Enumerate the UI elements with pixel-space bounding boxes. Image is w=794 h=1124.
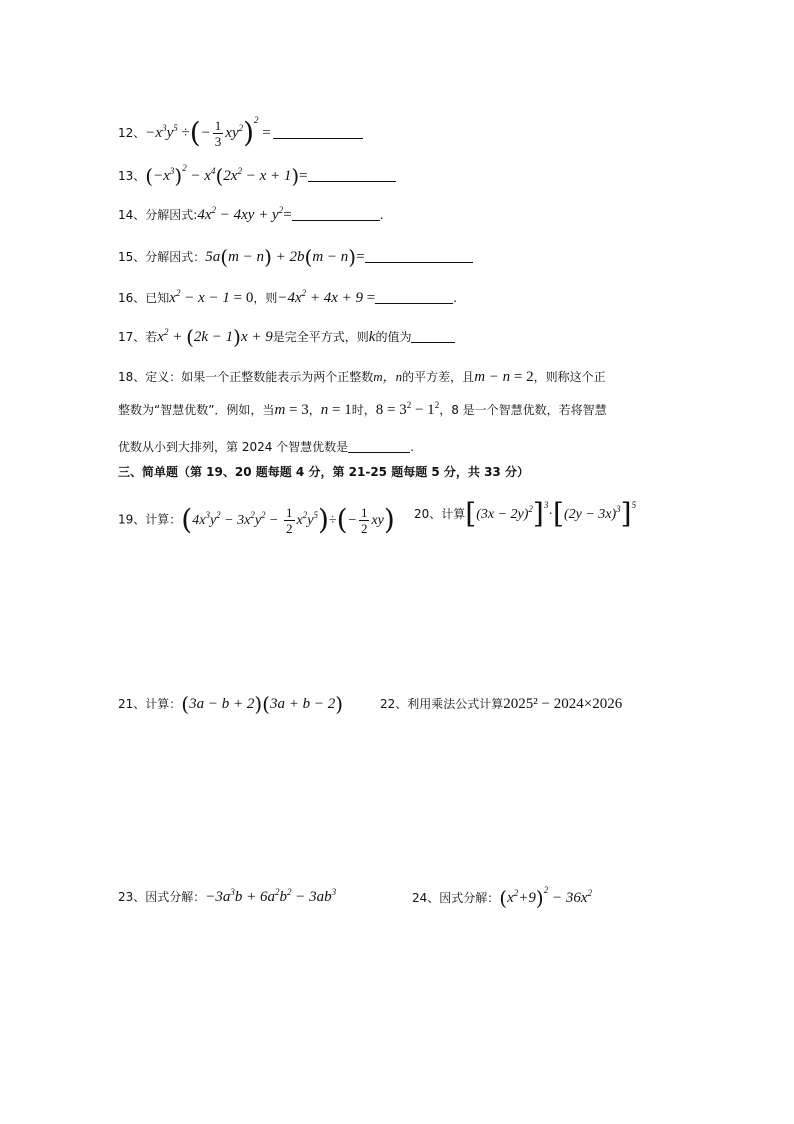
answer-blank[interactable] [273, 128, 363, 139]
question-13 [118, 163, 396, 188]
question-label: 17、若 [118, 330, 158, 344]
question-label: 22、利用乘法公式计算 [380, 697, 504, 711]
variables-mn: m，n [373, 369, 403, 384]
period: . [410, 440, 414, 454]
period: . [379, 208, 384, 222]
math-example: $8 = 3^2 - 1^2$ [375, 400, 440, 418]
question-label: 20、计算 [414, 507, 466, 521]
question-text: 时， [351, 403, 376, 417]
question-18-answer [118, 438, 414, 455]
question-label: 24、因式分解： [412, 891, 500, 905]
question-22 [380, 697, 622, 712]
variable-k: k [368, 329, 376, 345]
question-label: 21、计算： [118, 697, 182, 711]
question-16 [118, 288, 458, 306]
question-text: 18、定义：如果一个正整数能表示为两个正整数 [118, 370, 374, 384]
answer-blank[interactable] [375, 293, 453, 304]
connector-text: 是完全平方式，则 [272, 330, 369, 344]
question-label: 12、 [118, 125, 146, 140]
math-expression: $-3a^3b + 6a^2b^2 - 3ab^3$ [205, 887, 337, 905]
question-17 [118, 325, 455, 349]
question-19 [118, 502, 395, 536]
connector-text: ，则 [253, 291, 278, 305]
question-23 [118, 887, 337, 905]
math-expression: $4x^2 - 4xy + y^2=$ [197, 205, 292, 223]
connector-text: 的值为 [375, 330, 412, 344]
question-18-line-2 [118, 401, 607, 419]
question-label: 19、计算： [118, 512, 182, 527]
question-text: ， [308, 403, 321, 417]
math-expression: $(x^2+9)^2 - 36x^2$ [499, 885, 592, 910]
period: . [453, 291, 458, 305]
question-21 [118, 692, 344, 716]
question-label: 15、分解因式： [118, 250, 206, 264]
math-expression: ($4x^3y^2 - 3x^2y^2$ − $\frac{1}{2}$ $x^2y^5)\div(-$ $\frac{1}{2}$ xy) [181, 502, 395, 536]
question-14 [118, 205, 384, 223]
answer-blank[interactable] [292, 210, 380, 221]
question-20 [414, 497, 637, 530]
answer-blank[interactable] [411, 332, 455, 343]
question-18-line-1 [118, 366, 606, 386]
answer-blank[interactable] [308, 171, 396, 182]
math-condition: m − n = 2 [474, 369, 534, 385]
math-expression: $-x^3y^5$ ÷(− $\frac{1}{3}$ $xy^2)^2$ = [145, 114, 271, 149]
math-expression: $-4x^2 + 4x + 9$ = [277, 288, 376, 306]
question-text: 的平方差，且 [402, 370, 475, 384]
question-24 [412, 885, 592, 910]
answer-blank[interactable] [365, 252, 473, 263]
question-text: 整数为“智慧优数”．例如，当 [118, 403, 275, 417]
question-label: 13、 [118, 169, 146, 183]
math-expression: 5a(m − n) + 2b(m − n)= [205, 245, 365, 269]
section-heading: 三、简单题（第 19、20 题每题 4 分，第 21-25 题每题 5 分，共 33 分） [118, 465, 529, 479]
question-text: ，则称这个正 [533, 370, 606, 384]
math-expression: $x^2 + (2k - 1)x + 9$ [157, 325, 273, 349]
math-expression: (3a − b + 2)(3a + b − 2) [181, 692, 344, 716]
question-label: 16、已知 [118, 291, 170, 305]
math-condition: m = 3 [274, 402, 309, 418]
question-text: 优数从小到大排列，第 2024 个智慧优数是 [118, 440, 349, 454]
math-expression: $[(3x - 2y)^2]^3\cdot[(2y - 3x)^3]^5$ [465, 497, 637, 530]
question-12 [118, 114, 363, 149]
question-15 [118, 245, 473, 269]
question-label: 23、因式分解： [118, 890, 206, 904]
math-expression: $(-x^3)^2 - x^4(2x^2 - x + 1)=$ [145, 163, 308, 188]
math-expression: 2025² − 2024×2026 [503, 696, 623, 712]
math-condition: n = 1 [320, 402, 352, 418]
math-condition: $x^2 - x - 1 = 0$ [169, 288, 254, 306]
answer-blank[interactable] [348, 442, 410, 453]
question-text: ，8 是一个智慧优数，若将智慧 [439, 403, 607, 417]
question-label: 14、分解因式: [118, 208, 198, 222]
